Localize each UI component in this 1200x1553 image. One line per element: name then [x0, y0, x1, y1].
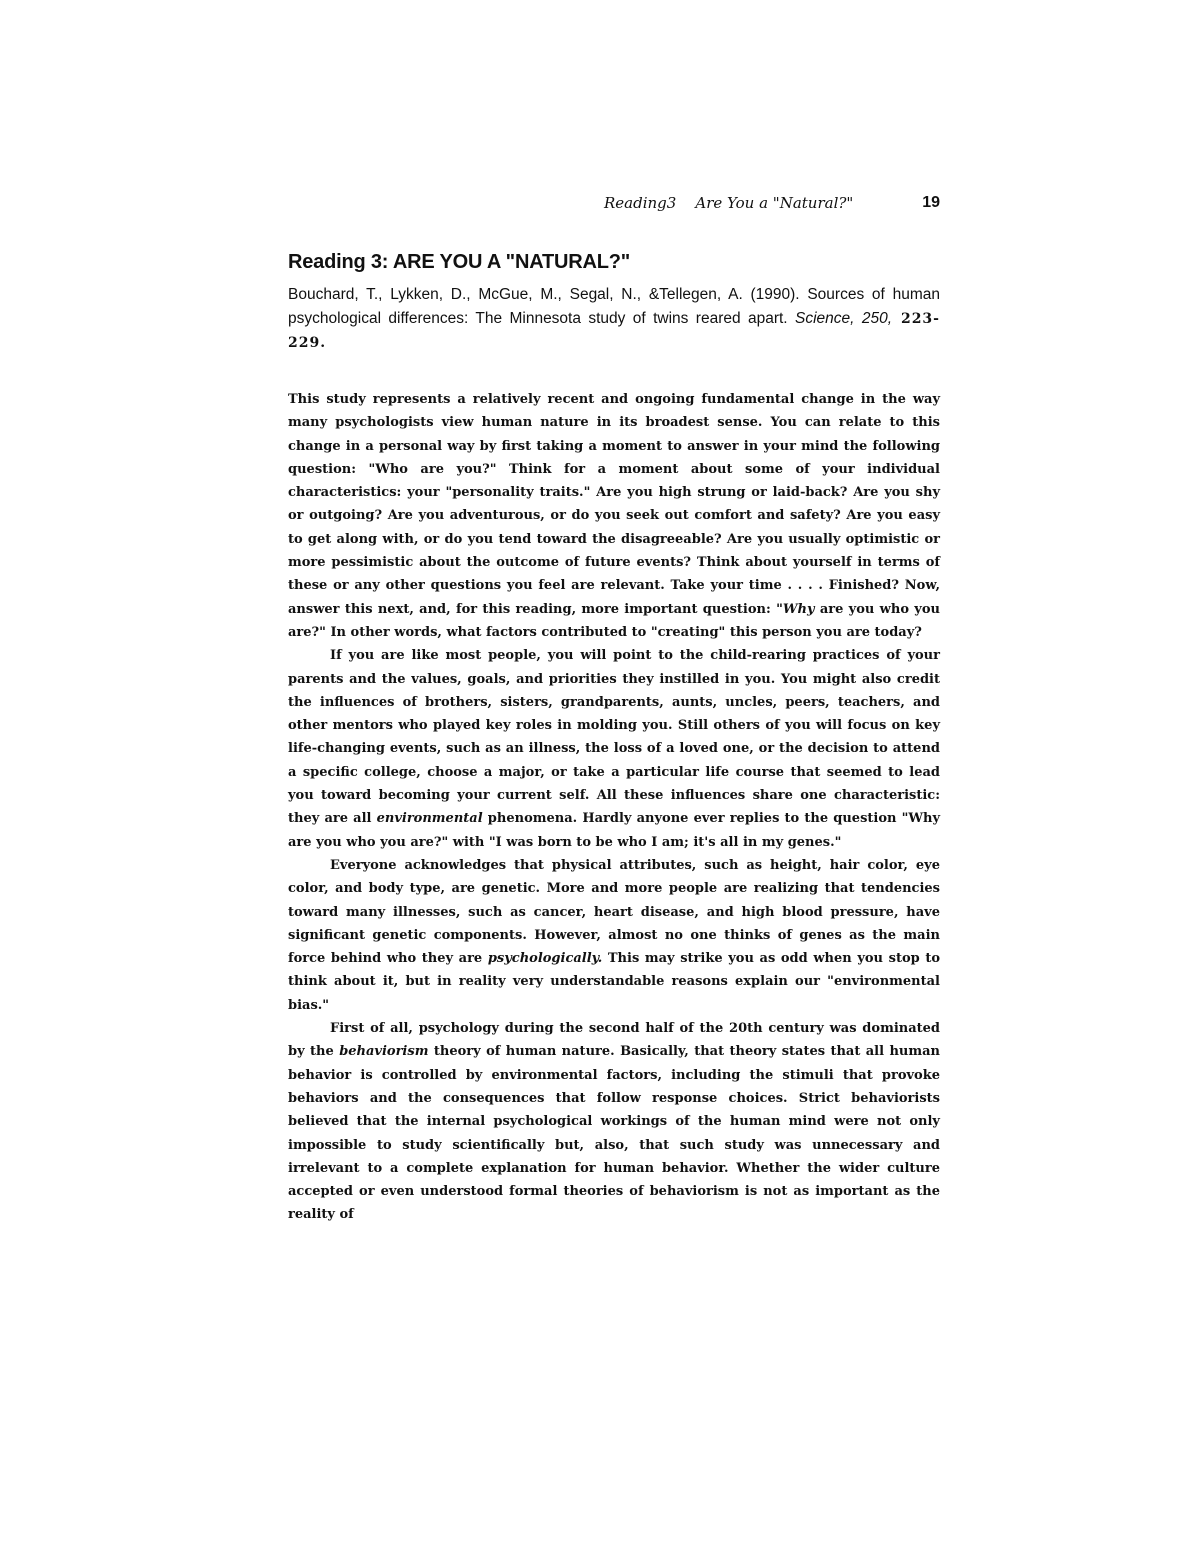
paragraph-3-end: This may strike you as odd when you stop to think about it, but in reality very understandable reasons explain our "environmental bias." [288, 951, 940, 1013]
paragraph-4-text: First of all, psychology during the second half of the 20th century was dominated by the [288, 1021, 940, 1060]
paragraph-1-text: This study represents a relatively recent and ongoing fundamental change in the way many psychologists view human nature in its broadest sense. You can relate to this change in a personal way by first taking a moment to answer in your mind the following question: "Who are you?" Think for a moment about some of your individual characteristics: your "personality traits." Are you high strung or laid-back? Are you shy or outgoing? Are you adventurous, or do you seek out comfort and safety? Are you easy to get along with, or do you tend toward the disagreeable? Are you usually optimistic or more pessimistic about the outcome of future events? Think about yourself in terms of these or any other questions you feel are relevant. Take your time . . . . Finished? Now, answer this next, and, for this reading, more important question: " [288, 392, 940, 617]
paragraph-4 [288, 1017, 940, 1227]
citation [288, 283, 940, 355]
paragraph-3 [288, 854, 940, 1017]
paragraph-1-end: are you who you are?" In other words, what factors contributed to "creating" this person you are today? [288, 601, 940, 640]
page-number: 19 [922, 194, 940, 211]
citation-journal: Science, 250, [795, 310, 892, 327]
body-text [288, 388, 940, 1227]
running-head-title: Reading3 Are You a "Natural?" [604, 194, 854, 212]
paragraph-1 [288, 388, 940, 644]
paragraph-2-end: phenomena. Hardly anyone ever replies to the question "Why are you who you are?" with "I was born to be who I am; it's all in my genes." [288, 811, 941, 850]
paragraph-2-emphasis: environmental [376, 811, 483, 827]
paragraph-3-emphasis: psychologically. [487, 951, 603, 967]
reading-heading: Reading 3: ARE YOU A "NATURAL?" [288, 251, 631, 273]
citation-authors: Bouchard, T., Lykken, D., McGue, M., Segal, N., &Tellegen, A. (1990). Sources of human psychological differences: The Minnesota study of twins reared apart. [288, 286, 940, 327]
citation-pages: 223-229. [288, 311, 940, 351]
paragraph-3-text: Everyone acknowledges that physical attributes, such as height, hair color, eye color, and body type, are genetic. More and more people are realizing that tendencies toward many illnesses, such as cancer, heart disease, and high blood pressure, have significant genetic components. However, almost no one thinks of genes as the main force behind who they are [288, 857, 940, 967]
running-head [604, 194, 940, 218]
paragraph-2 [288, 644, 940, 854]
paragraph-4-end: theory of human nature. Basically, that theory states that all human behavior is controlled by environmental factors, including the stimuli that provoke behaviors and the consequences that follow response choices. Strict behaviorists believed that the internal psychological workings of the human mind were not only impossible to study scientifically but, also, that such study was unnecessary and irrelevant to a complete explanation for human behavior. Whether the wider culture accepted or even understood formal theories of behaviorism is not as important as the reality of [288, 1044, 940, 1223]
paragraph-4-emphasis: behaviorism [339, 1044, 429, 1060]
paragraph-2-text: If you are like most people, you will point to the child-rearing practices of your parents and the values, goals, and priorities they instilled in you. You might also credit the influences of brothers, sisters, grandparents, aunts, uncles, peers, teachers, and other mentors who played key roles in molding you. Still others of you will focus on key life-changing events, such as an illness, the loss of a loved one, or the decision to attend a specific college, choose a major, or take a particular life course that seemed to lead you toward becoming your current self. All these influences share one characteristic: they are all [288, 648, 940, 827]
paragraph-1-emphasis: Why [782, 601, 815, 617]
